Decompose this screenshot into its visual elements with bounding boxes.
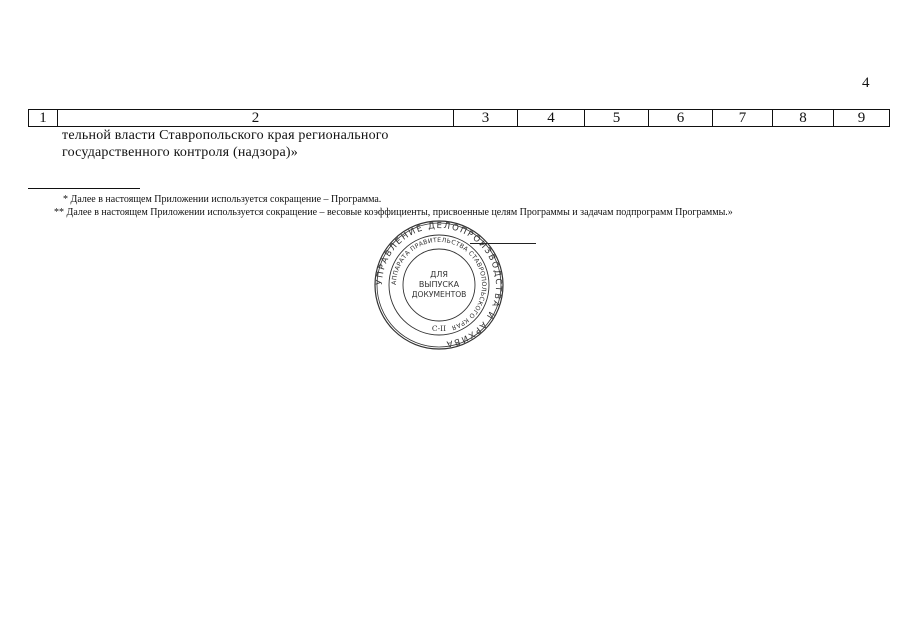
continuation-line: государственного контроля (надзора)» bbox=[62, 145, 298, 160]
column-number-cell: 5 bbox=[585, 110, 649, 127]
official-stamp bbox=[373, 219, 505, 351]
footnote-separator bbox=[28, 188, 140, 189]
page-number: 4 bbox=[862, 75, 870, 91]
footnote-2: ** Далее в настоящем Приложении используется сокращение – весовые коэффициенты, присвоенные целям Программы и задачам подпрограмм Программы.» bbox=[54, 207, 733, 218]
column-number-cell: 8 bbox=[773, 110, 834, 127]
stamp-code: С-II bbox=[431, 324, 447, 333]
stamp-center-line: ДЛЯ bbox=[430, 270, 448, 279]
stamp-inner-text: АППАРАТА ПРАВИТЕЛЬСТВА СТАВРОПОЛЬСКОГО КРАЯ bbox=[390, 236, 488, 332]
column-number-cell: 2 bbox=[58, 110, 454, 127]
column-number-cell: 3 bbox=[454, 110, 518, 127]
column-number-cell: 4 bbox=[518, 110, 585, 127]
footnote-1: * Далее в настоящем Приложении используется сокращение – Программа. bbox=[63, 194, 382, 205]
continuation-text bbox=[62, 127, 442, 161]
column-number-cell: 7 bbox=[713, 110, 773, 127]
stamp-outer-text: УПРАВЛЕНИЕ ДЕЛОПРОИЗВОДСТВА И АРХИВА bbox=[374, 220, 504, 349]
column-number-cell: 6 bbox=[649, 110, 713, 127]
stamp-center-line: ВЫПУСКА bbox=[418, 280, 460, 289]
continuation-line: тельной власти Ставропольского края регионального bbox=[62, 128, 389, 143]
column-number-table bbox=[28, 109, 890, 127]
column-number-cell: 9 bbox=[834, 110, 890, 127]
stamp-center-line: ДОКУМЕНТОВ bbox=[411, 290, 467, 299]
table-header-row bbox=[29, 110, 890, 127]
column-number-cell: 1 bbox=[29, 110, 58, 127]
